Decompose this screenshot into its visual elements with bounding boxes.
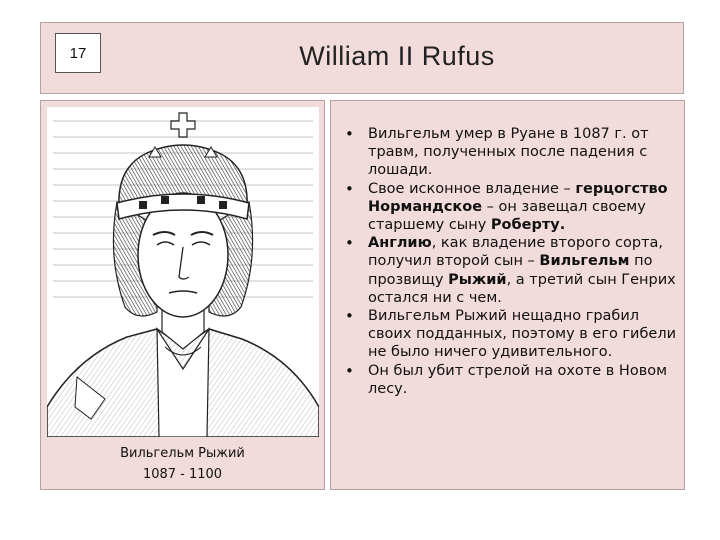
caption-name: Вильгельм Рыжий <box>120 446 245 461</box>
bullet-item <box>339 307 678 362</box>
title-bar <box>40 22 684 94</box>
portrait-panel <box>40 100 325 490</box>
portrait-caption <box>41 443 324 485</box>
bullet-text: Свое исконное владение – <box>368 180 576 197</box>
bullet-item <box>339 180 678 235</box>
bullet-item <box>339 234 678 307</box>
bullet-text: – он завещал своему старшему сыну <box>368 198 646 234</box>
text-panel <box>330 100 685 490</box>
bullet-text-bold: Англию <box>368 235 432 252</box>
bullet-text-bold: Рыжий <box>448 271 507 288</box>
bullet-text: Вильгельм умер в Руане в 1087 г. от травм, полученных после падения с лошади. <box>368 126 649 179</box>
slide-title: William II Rufus <box>299 41 495 71</box>
bullet-list <box>339 125 678 398</box>
bullet-text: Он был убит стрелой на охоте в Новом лесу. <box>368 362 668 397</box>
bullet-dot: • <box>345 234 354 253</box>
portrait-image <box>47 107 319 437</box>
king-portrait-engraving <box>47 107 319 437</box>
bullet-text: , как владение второго сорта, получил второй сын – <box>368 235 664 270</box>
caption-years: 1087 - 1100 <box>142 467 223 482</box>
bullet-item <box>339 125 678 180</box>
bullet-item <box>339 362 678 398</box>
bullet-text-bold: Вильгельм <box>539 253 630 270</box>
bullet-text-bold: герцогство Нормандское <box>368 180 668 215</box>
bullet-text-bold: Роберту. <box>490 217 566 234</box>
bullet-text: по прозвищу <box>368 253 653 288</box>
bullet-text: Вильгельм Рыжий нещадно грабил своих подданных, поэтому в его гибели не было ничего удивительного. <box>368 308 677 361</box>
bullet-text: , а третий сын Генрих остался ни с чем. <box>368 271 676 306</box>
bullet-dot: • <box>345 361 354 380</box>
slide-number: 17 <box>55 33 101 73</box>
bullet-dot: • <box>345 307 354 326</box>
bullet-dot: • <box>345 125 354 143</box>
bullet-dot: • <box>345 179 354 198</box>
